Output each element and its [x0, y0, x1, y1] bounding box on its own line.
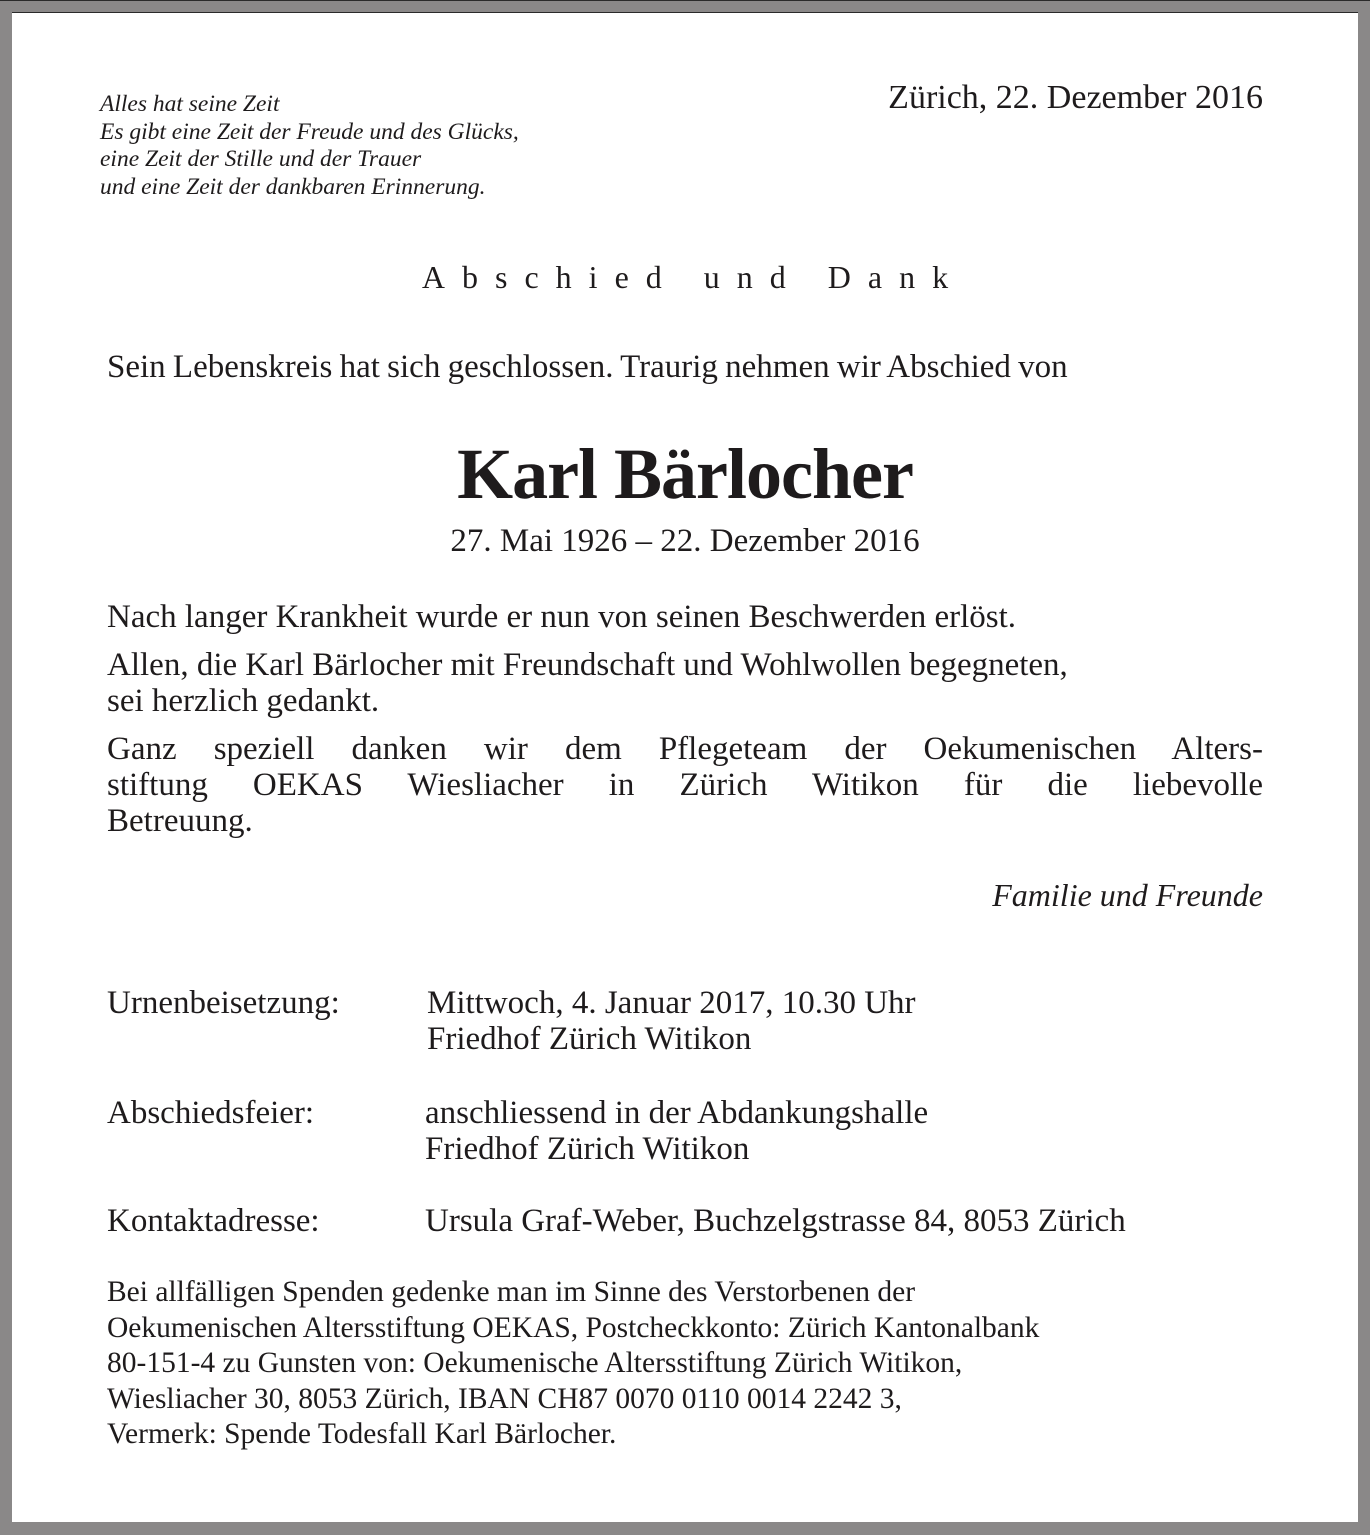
detail-value — [425, 1095, 928, 1167]
donation-line: 80-151-4 zu Gunsten von: Oekumenische Altersstiftung Zürich Witikon, — [107, 1347, 963, 1379]
paragraph-care-team — [107, 731, 1263, 839]
motto-line: Alles hat seine Zeit — [100, 91, 280, 117]
paragraph-line: Ganz speziell danken wir dem Pflegeteam der Oekumenischen Alters- — [107, 731, 1263, 767]
paragraph-line: sei herzlich gedankt. — [107, 683, 380, 719]
donation-line: Bei allfälligen Spenden gedenke man im Sinne des Verstorbenen der — [107, 1276, 916, 1308]
detail-value — [427, 985, 916, 1057]
paragraph-thanks — [107, 647, 1263, 719]
detail-value — [425, 1203, 1126, 1239]
detail-line: Friedhof Zürich Witikon — [427, 1021, 752, 1057]
lifespan: 27. Mai 1926 – 22. Dezember 2016 — [450, 523, 920, 559]
motto-line: und eine Zeit der dankbaren Erinnerung. — [100, 173, 486, 200]
detail-line: Friedhof Zürich Witikon — [425, 1131, 750, 1167]
donation-line: Vermerk: Spende Todesfall Karl Bärlocher. — [107, 1418, 617, 1450]
detail-line: Mittwoch, 4. Januar 2017, 10.30 Uhr — [427, 985, 916, 1021]
paragraph-line: Allen, die Karl Bärlocher mit Freundschaft und Wohlwollen begegneten, — [107, 647, 1068, 683]
signature: Familie und Freunde — [992, 877, 1263, 913]
donation-info — [107, 1275, 1039, 1453]
motto-line: eine Zeit der Stille und der Trauer — [100, 146, 422, 172]
donation-line: Oekumenischen Altersstiftung OEKAS, Postcheckkonto: Zürich Kantonalbank — [107, 1311, 1040, 1344]
intro-text: Sein Lebenskreis hat sich geschlossen. Traurig nehmen wir Abschied von — [107, 349, 1068, 385]
detail-label: Kontaktadresse: — [107, 1203, 320, 1239]
motto-verse — [100, 91, 519, 201]
detail-label: Urnenbeisetzung: — [107, 985, 340, 1021]
obituary-page — [12, 12, 1358, 1522]
frame-top-line — [0, 0, 1370, 1]
place-date: Zürich, 22. Dezember 2016 — [888, 79, 1263, 116]
paragraph-line: Betreuung. — [107, 803, 253, 839]
deceased-name: Karl Bärlocher — [457, 434, 913, 514]
paragraph-line: stiftung OEKAS Wiesliacher in Zürich Witikon für die liebevolle — [107, 767, 1263, 803]
paragraph-illness: Nach langer Krankheit wurde er nun von seinen Beschwerden erlöst. — [107, 599, 1017, 635]
donation-line: Wiesliacher 30, 8053 Zürich, IBAN CH87 0070 0110 0014 2242 3, — [107, 1382, 902, 1415]
detail-line: Ursula Graf-Weber, Buchzelgstrasse 84, 8053 Zürich — [425, 1203, 1126, 1239]
detail-label: Abschiedsfeier: — [107, 1095, 315, 1131]
detail-line: anschliessend in der Abdankungshalle — [425, 1095, 929, 1131]
motto-line: Es gibt eine Zeit der Freude und des Glücks, — [100, 118, 519, 145]
heading: Abschied und Dank — [421, 259, 966, 295]
